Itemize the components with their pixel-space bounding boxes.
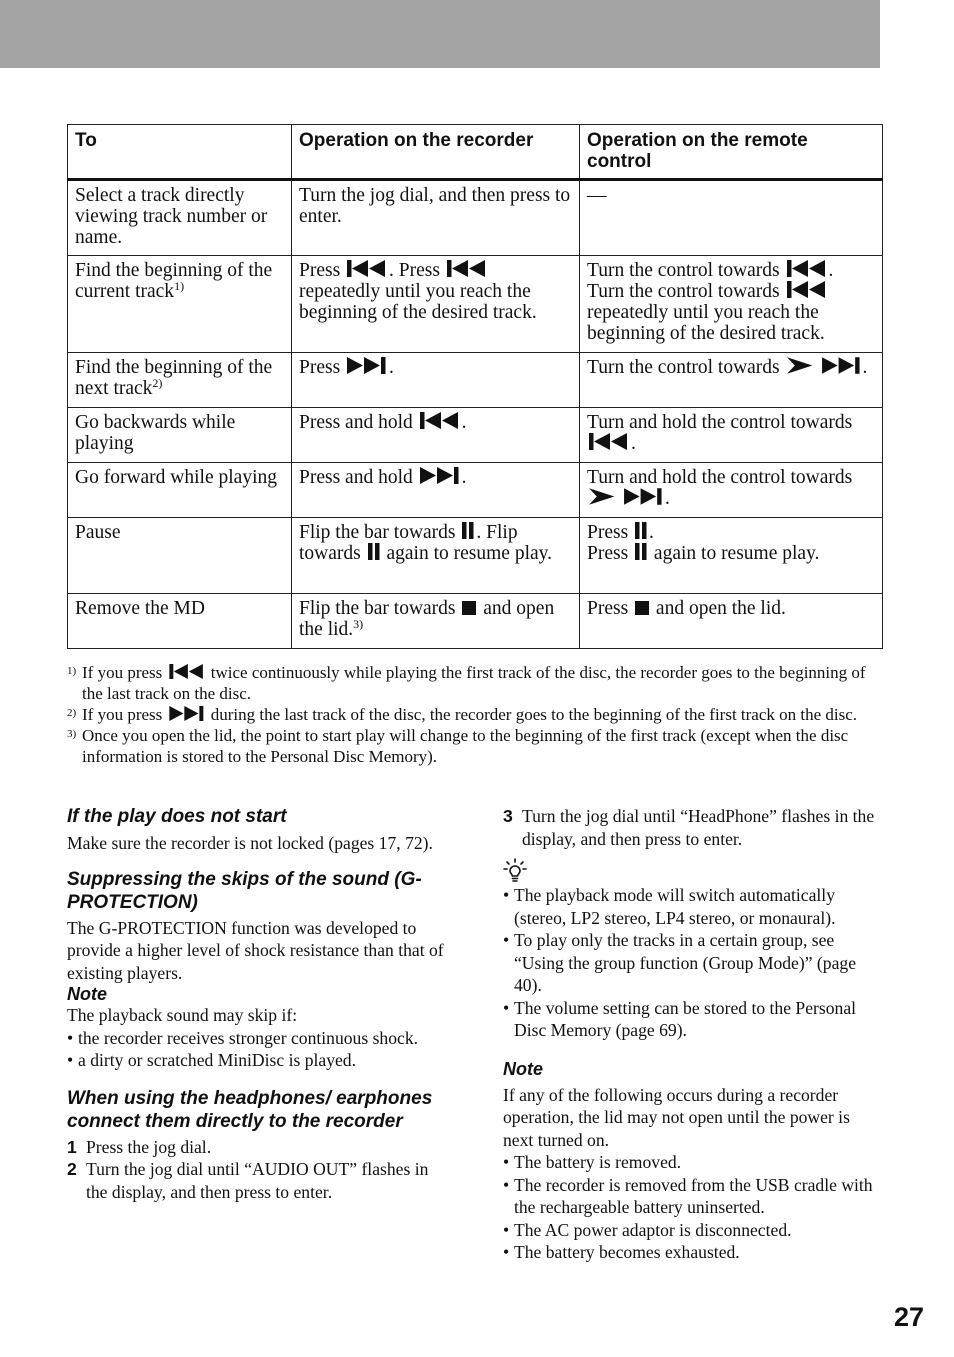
cell-text: . [389,357,394,378]
cell-text: — [587,185,607,206]
cell-text: Press and hold [299,467,413,488]
cell-recorder [292,463,580,518]
cell-remote [580,518,883,594]
cell-to [68,256,292,353]
cell-to [68,463,292,518]
left-column [67,805,447,1203]
paragraph: Make sure the recorder is not locked (pages 17, 72). [67,833,433,853]
cell-text: repeatedly until you reach the beginning of the desired track. [299,281,537,323]
cell-text: . [461,412,467,433]
footnote-text: If you press [82,663,163,682]
footnote-number: 2) [67,707,77,719]
footnote-ref: 1) [174,279,185,293]
pause-icon [462,522,474,539]
cell-text: repeatedly until you reach the beginning of the desired track. [587,302,825,344]
footnote [67,662,882,704]
cell-text: Press [587,543,629,564]
cell-text: Remove the MD [75,598,205,619]
step-number: 1 [67,1136,77,1157]
hint-bulb-icon [503,858,883,884]
cell-text: Turn the jog dial, and then press to enter. [299,185,571,227]
cell-to [68,180,292,256]
footnote-text: twice continuously while playing the first track of the disc, the recorder goes to the beginning of the last track on the disc. [82,663,866,703]
cell-text: and open the lid. [655,598,786,619]
cell-recorder [292,408,580,463]
previous-track-icon [347,260,387,277]
cell-text: Flip the bar towards [299,522,456,543]
cell-text: . Flip towards [299,522,518,564]
footnote [67,725,882,767]
right-column [503,805,883,1264]
section-heading: If the play does not start [67,806,287,827]
cell-text: . [828,260,834,281]
table-row [68,463,883,518]
cell-text: Press [587,522,629,543]
footnote-ref: 3) [353,617,364,631]
list-item: • The recorder is removed from the USB cradle with the rechargeable battery uninserted. [503,1174,883,1219]
column-header-to: To [68,125,292,180]
cell-text: Pause [75,522,121,543]
previous-track-icon [447,260,487,277]
previous-track-icon [787,260,827,277]
cell-text: . [461,467,467,488]
list-item: • To play only the tracks in a certain group, see “Using the group function (Group Mode)” (page 40). [503,929,883,997]
page-number: 27 [893,1302,924,1332]
cell-text: Press and hold [299,412,413,433]
cell-to [68,353,292,408]
step-text: Press the jog dial. [86,1136,212,1157]
list-item: • The volume setting can be stored to the Personal Disc Memory (page 69). [503,997,883,1042]
cell-recorder [292,256,580,353]
play-next-icon [589,488,663,505]
next-track-icon [347,357,387,374]
paragraph: If any of the following occurs during a recorder operation, the lid may not open until the power is next turned on. [503,1084,850,1150]
header-bar [0,0,880,68]
footnote-ref: 2) [152,376,163,390]
cell-to [68,408,292,463]
table-row [68,180,883,256]
cell-recorder [292,594,580,649]
cell-text: Find the beginning of the current track [75,260,273,302]
previous-track-icon [589,433,629,450]
cell-text: Press [587,598,629,619]
footnote-number: 1) [67,665,77,677]
section-heading: Suppressing the skips of the sound (G-PROTECTION) [67,868,422,913]
cell-remote [580,408,883,463]
list-item: • The battery is removed. [503,1151,883,1174]
list-item: • a dirty or scratched MiniDisc is played. [67,1049,447,1072]
cell-text: . [665,488,670,509]
stop-icon [635,601,649,615]
table-row [68,594,883,649]
table-row [68,353,883,408]
pause-icon [635,522,647,539]
list-item: • The playback mode will switch automatically (stereo, LP2 stereo, LP4 stereo, or monaural). [503,884,883,929]
cell-text: Turn and hold the control towards [587,467,853,488]
stop-icon [462,601,476,615]
next-track-icon [420,467,460,484]
cell-text: Select a track directly viewing track number or name. [75,185,268,248]
cell-text: Go forward while playing [75,467,277,488]
column-header-recorder: Operation on the recorder [292,125,580,180]
step-number: 2 [67,1159,77,1179]
paragraph: The playback sound may skip if: [67,1005,298,1025]
list-item: • the recorder receives stronger continuous shock. [67,1027,447,1050]
footnote-text: Once you open the lid, the point to start play will change to the beginning of the first track (except when the disc information is stored to the Personal Disc Memory). [82,726,849,766]
step-item [503,805,883,850]
cell-to [68,518,292,594]
pause-icon [635,543,647,560]
cell-remote [580,594,883,649]
cell-text: Press [299,357,341,378]
next-track-icon [169,706,205,721]
cell-remote [580,463,883,518]
table-row [68,256,883,353]
cell-text: Flip the bar towards [299,598,456,619]
cell-recorder [292,353,580,408]
footnotes [67,662,882,767]
footnote-text: during the last track of the disc, the recorder goes to the beginning of the first track on the disc. [210,705,858,724]
step-number: 3 [503,806,513,826]
table-row [68,518,883,594]
operations-table [67,124,883,649]
cell-text: and open the lid. [299,598,555,640]
note-label: Note [67,984,107,1004]
play-next-icon [787,357,861,374]
section-heading: When using the headphones/ earphones connect them directly to the recorder [67,1087,433,1132]
cell-text: Turn the control towards [587,357,780,378]
paragraph: The G-PROTECTION function was developed to provide a higher level of shock resistance than that of existing players. [67,917,444,983]
cell-text: . [649,522,654,543]
footnote [67,704,882,725]
cell-text: . [631,433,636,454]
cell-text: Turn the control towards [587,260,780,281]
list-item: • The battery becomes exhausted. [503,1241,883,1264]
step-text: Turn the jog dial until “HeadPhone” flashes in the display, and then press to enter. [522,806,875,849]
note-label: Note [503,1058,543,1079]
list-item: • The AC power adaptor is disconnected. [503,1219,883,1242]
previous-track-icon [420,412,460,429]
step-item [67,1136,447,1159]
cell-text: Turn and hold the control towards [587,412,853,433]
column-header-remote: Operation on the remote control [580,125,883,180]
footnote-text: If you press [82,705,163,724]
cell-text: again to resume play. [653,543,820,564]
table-header-row [68,125,883,180]
cell-remote [580,256,883,353]
cell-text: Find the beginning of the next track [75,357,273,399]
cell-text: . Press [389,260,440,281]
footnote-number: 3) [67,728,77,740]
cell-recorder [292,518,580,594]
cell-text: again to resume play. [386,543,553,564]
cell-recorder [292,180,580,256]
step-text: Turn the jog dial until “AUDIO OUT” flashes in the display, and then press to enter. [86,1159,429,1202]
previous-track-icon [787,281,827,298]
cell-text: Turn the control towards [587,281,780,302]
previous-track-icon [169,664,205,679]
cell-remote [580,180,883,256]
step-item [67,1158,447,1203]
cell-text: Press [299,260,341,281]
cell-remote [580,353,883,408]
table-row [68,408,883,463]
cell-to [68,594,292,649]
pause-icon [368,543,380,560]
cell-text: Go backwards while playing [75,412,236,454]
cell-text: . [862,357,868,378]
